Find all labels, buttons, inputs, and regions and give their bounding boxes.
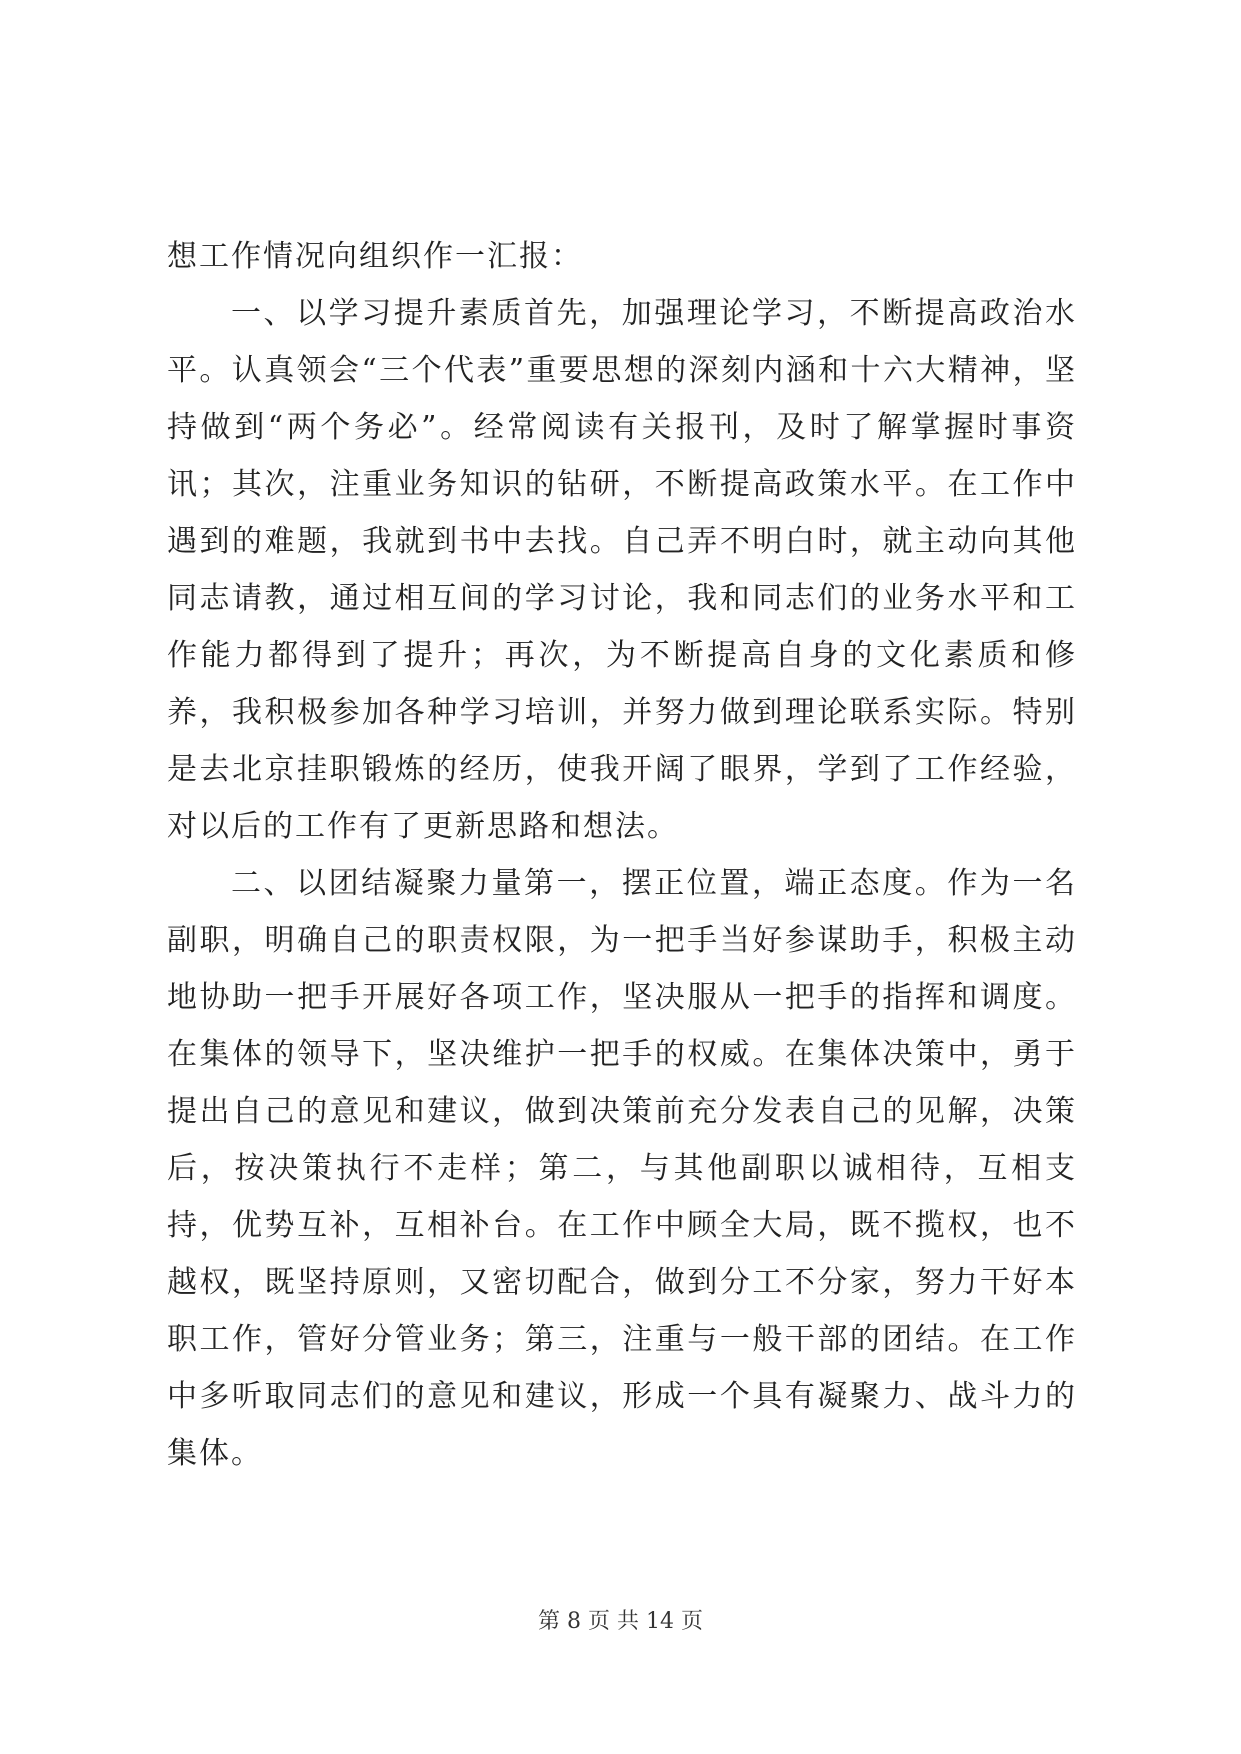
document-body bbox=[167, 228, 1077, 1482]
page-number-footer: 第 8 页 共 14 页 bbox=[538, 1609, 703, 1634]
paragraph-section-two-unity: 二、以团结凝聚力量第一，摆正位置，端正态度。作为一名副职，明确自己的职责权限，为一把手当好参谋助手，积极主动地协助一把手开展好各项工作，坚决服从一把手的指挥和调度。在集体的领导下，坚决维护一把手的权威。在集体决策中，勇于提出自己的意见和建议，做到决策前充分发表自己的见解，决策后，按决策执行不走样；第二，与其他副职以诚相待，互相支持，优势互补，互相补台。在工作中顾全大局，既不揽权，也不越权，既坚持原则，又密切配合，做到分工不分家，努力干好本职工作，管好分管业务；第三，注重与一般干部的团结。在工作中多听取同志们的意见和建议，形成一个具有凝聚力、战斗力的集体。 bbox=[167, 866, 1077, 1471]
paragraph-intro-continuation: 想工作情况向组织作一汇报： bbox=[167, 239, 583, 274]
paragraph-section-one-study: 一、以学习提升素质首先，加强理论学习，不断提高政治水平。认真领会“三个代表”重要思想的深刻内涵和十六大精神，坚持做到“两个务必”。经常阅读有关报刊，及时了解掌握时事资讯；其次，注重业务知识的钻研，不断提高政策水平。在工作中遇到的难题，我就到书中去找。自己弄不明白时，就主动向其他同志请教，通过相互间的学习讨论，我和同志们的业务水平和工作能力都得到了提升；再次，为不断提高自身的文化素质和修养，我积极参加各种学习培训，并努力做到理论联系实际。特别是去北京挂职锻炼的经历，使我开阔了眼界，学到了工作经验，对以后的工作有了更新思路和想法。 bbox=[167, 296, 1077, 844]
